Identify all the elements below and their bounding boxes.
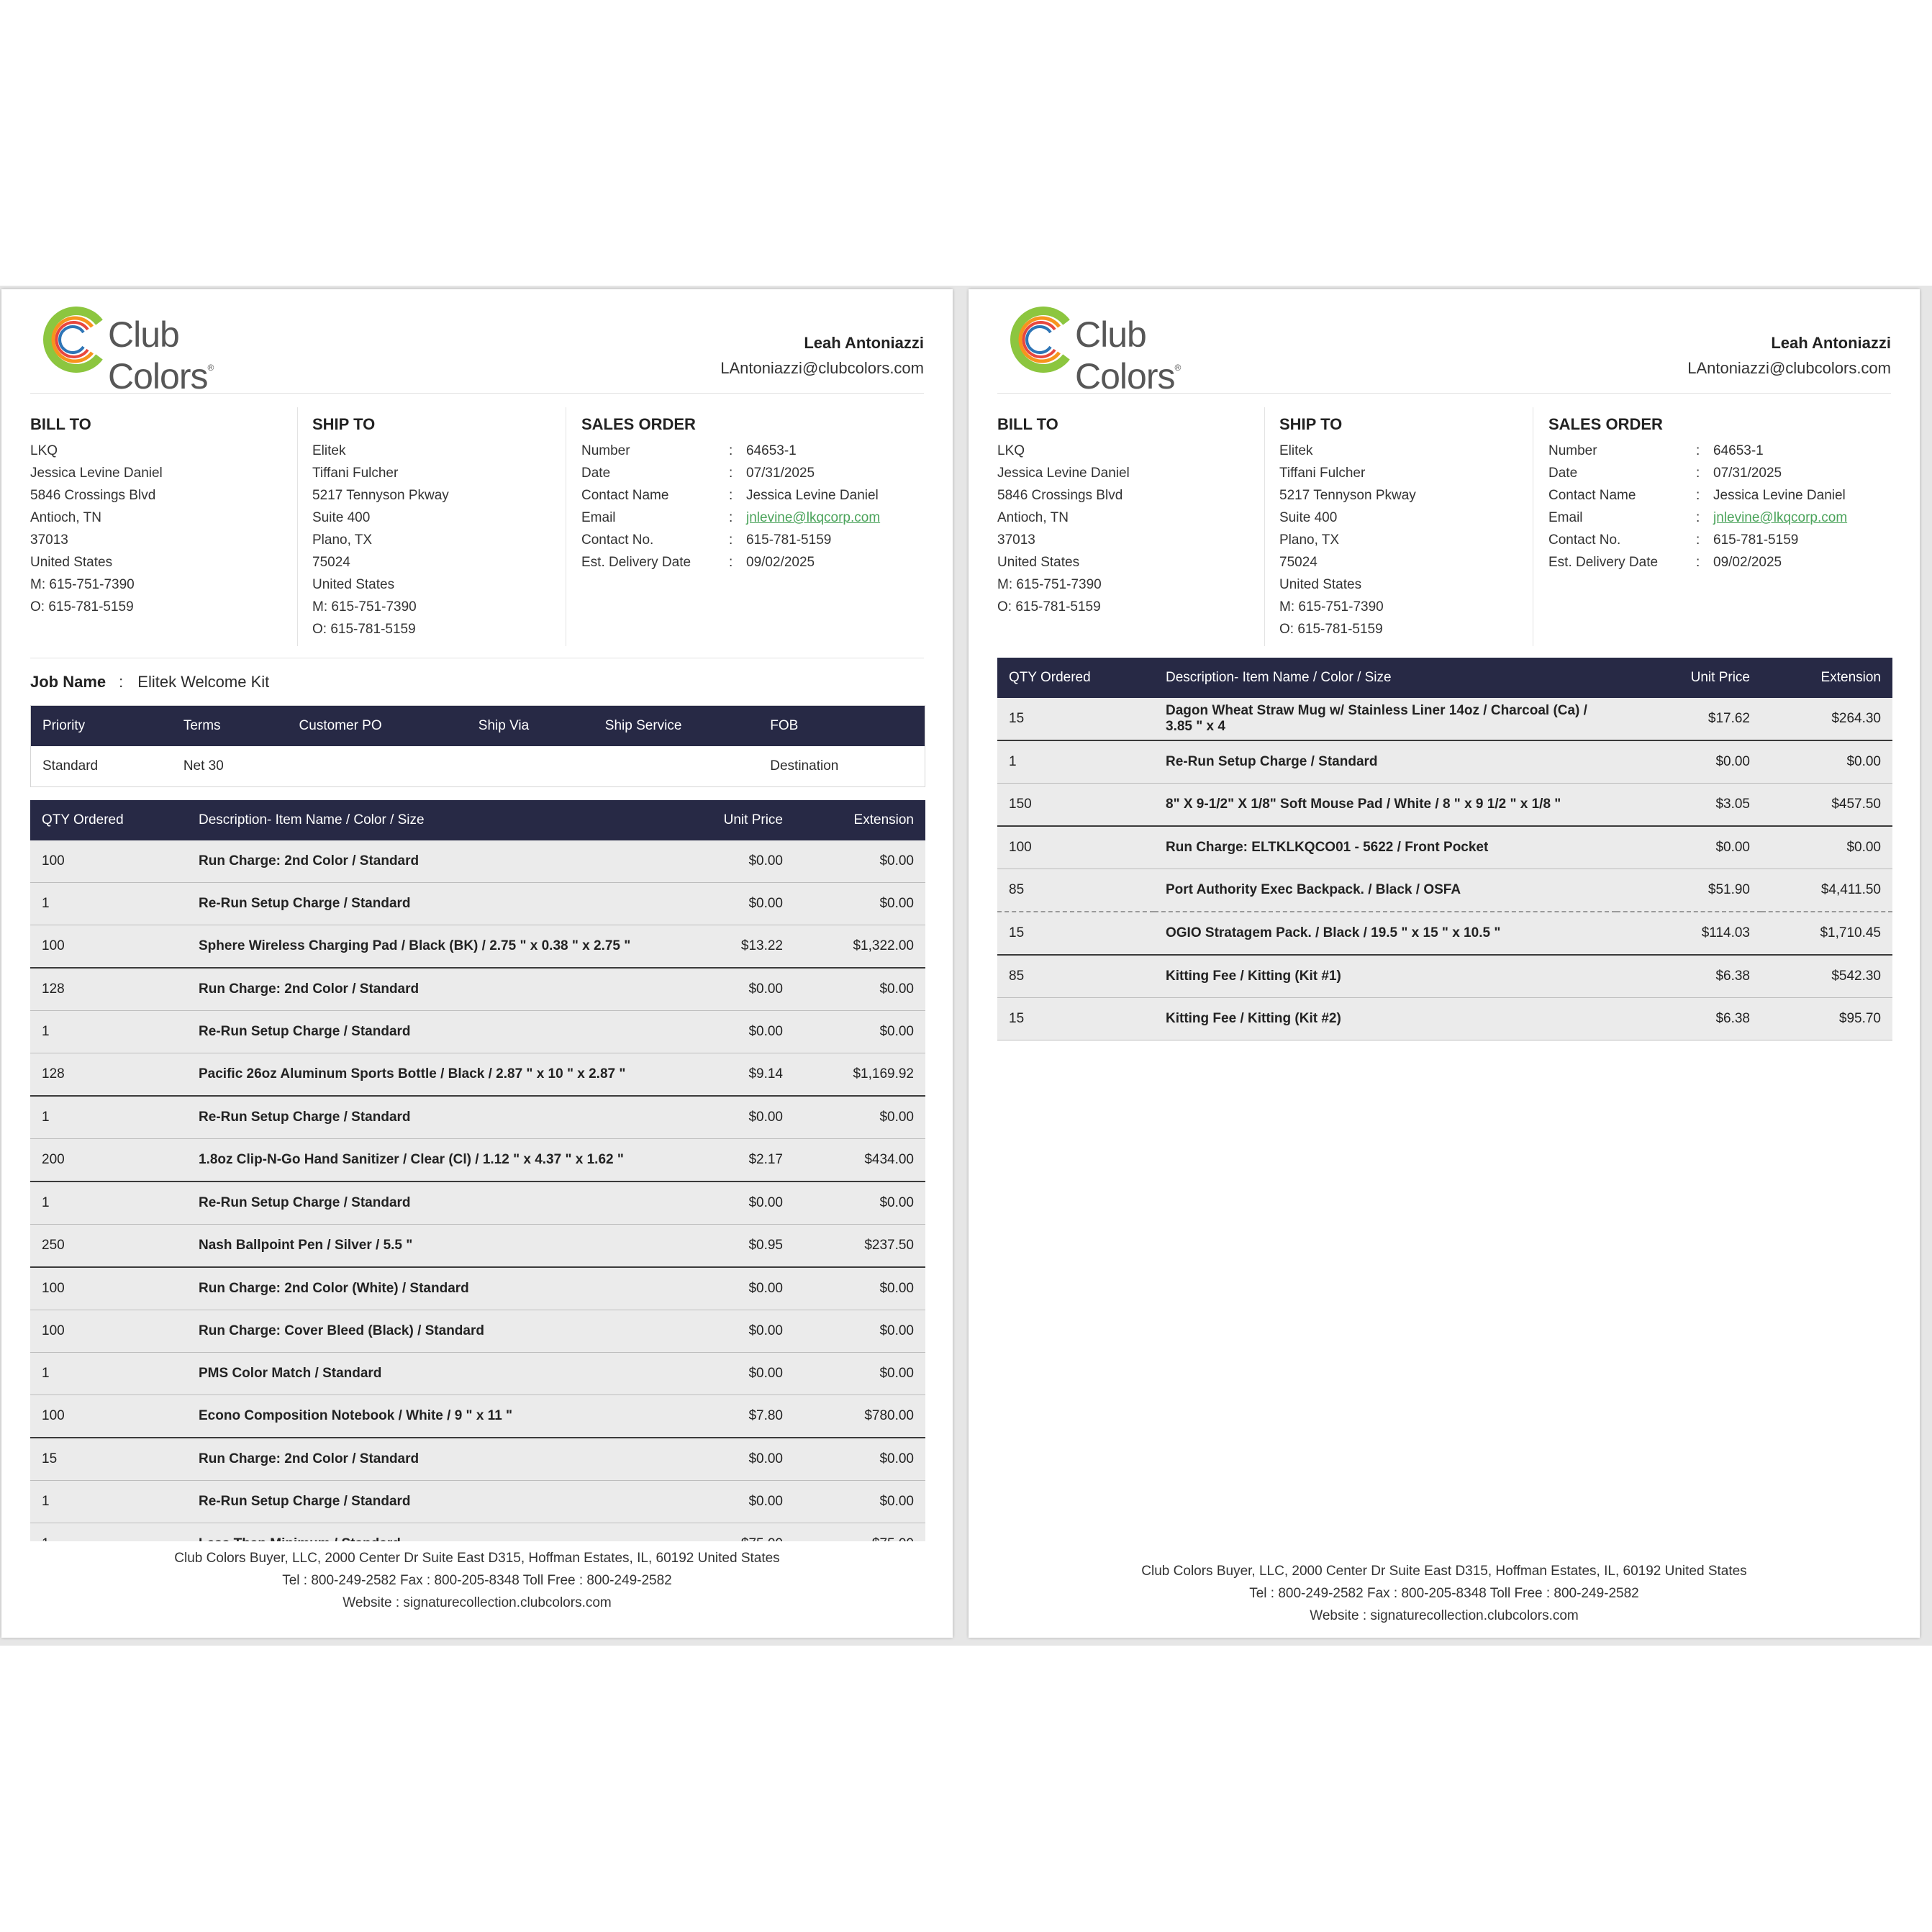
item-qty: 1 [30,1182,187,1225]
item-extension: $0.00 [794,968,925,1011]
item-unit-price: $3.05 [1616,784,1761,827]
item-unit-price: $9.14 [649,1053,794,1097]
sales-order-key: Number [581,443,630,458]
contact-email-link[interactable]: jnlevine@lkqcorp.com [1713,510,1848,525]
sales-order-colon: : [729,510,733,525]
address-line: 75024 [312,555,350,570]
item-unit-price: $0.00 [649,1096,794,1139]
item-extension: $0.00 [794,840,925,883]
address-line: LKQ [30,443,58,458]
sales-order-key: Est. Delivery Date [581,555,691,570]
address-line: Elitek [1279,443,1313,458]
info-cell [594,746,758,787]
address-line: United States [30,555,113,570]
item-unit-price: $0.00 [649,968,794,1011]
sales-order-row [581,484,927,507]
item-unit-price: $0.00 [1616,740,1761,784]
table-row [30,1225,925,1268]
table-row [30,1096,925,1139]
address-line: LKQ [997,443,1025,458]
item-unit-price: $0.95 [649,1225,794,1268]
address-line: Plano, TX [1279,532,1340,548]
address-line: Antioch, TN [30,510,101,525]
item-extension: $0.00 [794,1438,925,1481]
item-description: Port Authority Exec Backpack. / Black / OSFA [1154,869,1616,912]
table-row [997,826,1892,869]
item-header: Description- Item Name / Color / Size [1154,658,1616,698]
item-unit-price: $6.38 [1616,955,1761,998]
item-extension: $0.00 [794,1267,925,1310]
sales-order-value: 615-781-5159 [746,532,832,548]
item-description: Re-Run Setup Charge / Standard [187,1182,649,1225]
item-extension: $237.50 [794,1225,925,1268]
address-line: Elitek [312,443,346,458]
item-description: 1.8oz Clip-N-Go Hand Sanitizer / Clear (Cl) / 1.12 " x 4.37 " x 1.62 " [187,1139,649,1182]
divider [1264,407,1265,646]
address-line: 37013 [997,532,1035,548]
item-qty: 250 [30,1225,187,1268]
item-qty: 85 [997,869,1154,912]
sales-order-colon: : [1696,443,1700,458]
job-name-label: Job Name [30,673,106,691]
address-line: O: 615-781-5159 [1279,622,1383,637]
item-qty: 85 [997,955,1154,998]
item-qty: 100 [997,826,1154,869]
item-qty: 1 [997,740,1154,784]
address-line: 5846 Crossings Blvd [30,488,156,503]
item-description: 8" X 9-1/2" X 1/8" Soft Mouse Pad / White / 8 " x 9 1/2 " x 1/8 " [1154,784,1616,827]
job-name: Job Name : Elitek Welcome Kit [30,673,270,691]
item-header: Extension [1761,658,1892,698]
address-line: Tiffani Fulcher [1279,466,1366,481]
item-qty: 15 [997,698,1154,740]
item-header: QTY Ordered [30,800,187,840]
table-row [997,912,1892,955]
address-line: O: 615-781-5159 [30,599,134,614]
item-header: Extension [794,800,925,840]
divider [297,407,298,646]
table-row [997,869,1892,912]
ship-to-block [1279,412,1416,640]
table-row [997,784,1892,827]
sales-order-row [1548,529,1894,551]
item-unit-price: $0.00 [649,1267,794,1310]
rep-email: LAntoniazzi@clubcolors.com [1687,359,1891,377]
sales-order-block [581,412,927,573]
sales-order-key: Date [1548,466,1578,481]
table-row [997,955,1892,998]
item-extension: $0.00 [794,1096,925,1139]
address-line: Antioch, TN [997,510,1069,525]
sales-order-title: SALES ORDER [1548,415,1663,433]
sales-order-title: SALES ORDER [581,415,696,433]
item-header: Description- Item Name / Color / Size [187,800,649,840]
item-unit-price: $2.17 [649,1139,794,1182]
brand-name: Club Colors® [1075,314,1181,396]
sales-order-row [581,462,927,484]
item-unit-price: $0.00 [649,1182,794,1225]
item-qty: 1 [30,1096,187,1139]
table-row [997,740,1892,784]
item-qty: 1 [30,1481,187,1523]
sales-order-key: Contact Name [581,488,669,503]
sales-order-key: Number [1548,443,1597,458]
item-header: QTY Ordered [997,658,1154,698]
item-description: Run Charge: Cover Bleed (Black) / Standard [187,1310,649,1353]
item-description: Run Charge: 2nd Color (White) / Standard [187,1267,649,1310]
table-row [997,698,1892,740]
info-header: Terms [172,706,288,747]
info-header: Customer PO [288,706,467,747]
item-description: Kitting Fee / Kitting (Kit #1) [1154,955,1616,998]
info-cell: Destination [758,746,925,787]
item-description: Run Charge: 2nd Color / Standard [187,1438,649,1481]
sales-order-row [581,529,927,551]
footer-website: Website : signaturecollection.clubcolors.com [1310,1608,1579,1623]
item-unit-price: $0.00 [1616,826,1761,869]
info-header: Ship Via [467,706,594,747]
address-line: Tiffani Fulcher [312,466,399,481]
item-extension: $0.00 [794,883,925,925]
item-description: Pacific 26oz Aluminum Sports Bottle / Black / 2.87 " x 10 " x 2.87 " [187,1053,649,1097]
sales-order-block [1548,412,1894,573]
item-qty: 100 [30,925,187,969]
sales-order-key: Date [581,466,611,481]
address-line: United States [1279,577,1362,592]
sales-rep [720,331,924,381]
item-extension: $542.30 [1761,955,1892,998]
table-row [30,840,925,883]
item-extension: $0.00 [794,1310,925,1353]
item-qty: 128 [30,968,187,1011]
item-qty: 100 [30,1267,187,1310]
item-description: Run Charge: 2nd Color / Standard [187,840,649,883]
info-cell: Net 30 [172,746,288,787]
item-header: Unit Price [1616,658,1761,698]
sales-order-key: Contact Name [1548,488,1636,503]
document-page-1 [1,289,953,1638]
sales-order-value [1713,507,1847,529]
item-qty: 128 [30,1053,187,1097]
item-extension: $0.00 [794,1481,925,1523]
sales-order-row [581,507,927,529]
item-extension: $780.00 [794,1395,925,1438]
sales-order-key: Contact No. [581,532,654,548]
table-row [30,1353,925,1395]
address-line: Jessica Levine Daniel [30,466,163,481]
info-header: FOB [758,706,925,747]
table-row [30,925,925,969]
sales-order-value: 07/31/2025 [746,466,815,481]
sales-order-colon: : [729,466,733,481]
item-qty: 15 [997,912,1154,955]
registered-mark: ® [207,363,214,373]
address-line: O: 615-781-5159 [997,599,1101,614]
address-line: Suite 400 [312,510,371,525]
job-name-value: Elitek Welcome Kit [137,673,270,691]
item-description: Nash Ballpoint Pen / Silver / 5.5 " [187,1225,649,1268]
club-colors-logo [42,304,279,396]
address-line: 5217 Tennyson Pkway [312,488,449,503]
table-row [30,1182,925,1225]
item-unit-price: $0.00 [649,883,794,925]
sales-order-row [581,440,927,462]
table-row [30,1053,925,1097]
item-extension: $457.50 [1761,784,1892,827]
item-description: Re-Run Setup Charge / Standard [187,1096,649,1139]
item-description: Re-Run Setup Charge / Standard [187,1481,649,1523]
sales-order-value [746,507,880,529]
address-line: M: 615-751-7390 [1279,599,1384,614]
sales-order-colon: : [1696,532,1700,548]
address-line: M: 615-751-7390 [997,577,1102,592]
sales-order-colon: : [729,532,733,548]
item-unit-price: $6.38 [1616,998,1761,1040]
table-row [30,883,925,925]
sales-order-key: Est. Delivery Date [1548,555,1659,570]
page-footer [969,1541,1920,1627]
address-line: 5846 Crossings Blvd [997,488,1123,503]
contact-email-link[interactable]: jnlevine@lkqcorp.com [746,510,881,525]
order-info-table [30,705,925,787]
sales-order-colon: : [1696,555,1700,570]
address-line: Plano, TX [312,532,373,548]
sales-rep [1687,331,1891,381]
footer-website: Website : signaturecollection.clubcolors.com [343,1595,612,1610]
item-unit-price: $0.00 [649,1353,794,1395]
footer-address: Club Colors Buyer, LLC, 2000 Center Dr Suite East D315, Hoffman Estates, IL, 60192 United States [174,1551,780,1566]
sales-order-key: Contact No. [1548,532,1621,548]
page-footer [1,1541,953,1614]
divider [30,393,924,394]
item-extension: $1,169.92 [794,1053,925,1097]
info-cell [288,746,467,787]
sales-order-value: Jessica Levine Daniel [746,488,879,503]
table-row [997,998,1892,1040]
sales-order-row [1548,507,1894,529]
item-description: Run Charge: 2nd Color / Standard [187,968,649,1011]
footer-phones: Tel : 800-249-2582 Fax : 800-205-8348 Toll Free : 800-249-2582 [282,1573,672,1588]
item-qty: 100 [30,1395,187,1438]
sales-order-value: 09/02/2025 [1713,555,1782,570]
item-extension: $1,322.00 [794,925,925,969]
divider [997,393,1891,394]
sales-order-value: 64653-1 [1713,443,1764,458]
item-unit-price: $114.03 [1616,912,1761,955]
sales-order-row [581,551,927,573]
sales-order-colon: : [1696,466,1700,481]
rep-name: Leah Antoniazzi [804,334,924,352]
address-line: Jessica Levine Daniel [997,466,1130,481]
item-unit-price: $51.90 [1616,869,1761,912]
item-qty: 150 [997,784,1154,827]
sales-order-colon: : [729,488,733,503]
address-line: 75024 [1279,555,1318,570]
table-row [30,1267,925,1310]
footer-phones: Tel : 800-249-2582 Fax : 800-205-8348 Toll Free : 800-249-2582 [1249,1586,1639,1601]
table-row [30,1481,925,1523]
item-extension: $0.00 [1761,826,1892,869]
ship-to-title: SHIP TO [1279,415,1343,433]
bill-to-block [30,412,163,618]
item-qty: 1 [30,1011,187,1053]
sales-order-value: 64653-1 [746,443,797,458]
bill-to-block [997,412,1130,618]
registered-mark: ® [1174,363,1181,373]
item-qty: 15 [997,998,1154,1040]
sales-order-key: Email [1548,510,1583,525]
item-description: Re-Run Setup Charge / Standard [187,883,649,925]
sales-order-value: Jessica Levine Daniel [1713,488,1846,503]
table-row [30,1438,925,1481]
sales-order-key: Email [581,510,616,525]
item-qty: 1 [30,883,187,925]
sales-order-value: 615-781-5159 [1713,532,1799,548]
info-cell: Standard [31,746,172,787]
sales-order-row [1548,462,1894,484]
item-unit-price: $7.80 [649,1395,794,1438]
item-unit-price: $0.00 [649,1310,794,1353]
table-row [30,968,925,1011]
item-unit-price: $0.00 [649,1481,794,1523]
address-line: 37013 [30,532,68,548]
item-description: OGIO Stratagem Pack. / Black / 19.5 " x 15 " x 10.5 " [1154,912,1616,955]
item-description: Run Charge: ELTKLKQCO01 - 5622 / Front Pocket [1154,826,1616,869]
item-qty: 1 [30,1353,187,1395]
item-extension: $0.00 [794,1182,925,1225]
item-description: Dagon Wheat Straw Mug w/ Stainless Liner 14oz / Charcoal (Ca) / 3.85 " x 4 [1154,698,1616,740]
address-line: O: 615-781-5159 [312,622,416,637]
line-items-table [30,800,925,1566]
document-page-2 [969,289,1920,1638]
table-row [30,1395,925,1438]
bill-to-title: BILL TO [30,415,91,433]
item-extension: $264.30 [1761,698,1892,740]
sales-order-row [1548,440,1894,462]
sales-order-colon: : [1696,488,1700,503]
club-colors-logo [1009,304,1246,396]
item-extension: $434.00 [794,1139,925,1182]
ship-to-title: SHIP TO [312,415,376,433]
item-extension: $0.00 [794,1011,925,1053]
item-extension: $95.70 [1761,998,1892,1040]
item-unit-price: $0.00 [649,1438,794,1481]
address-line: United States [312,577,395,592]
item-extension: $0.00 [1761,740,1892,784]
ship-to-block [312,412,449,640]
info-header: Priority [31,706,172,747]
item-qty: 100 [30,840,187,883]
sales-order-row [1548,484,1894,507]
line-items-table [997,658,1892,1040]
rep-name: Leah Antoniazzi [1771,334,1891,352]
item-description: Sphere Wireless Charging Pad / Black (BK) / 2.75 " x 0.38 " x 2.75 " [187,925,649,969]
item-description: Re-Run Setup Charge / Standard [187,1011,649,1053]
item-unit-price: $17.62 [1616,698,1761,740]
item-extension: $4,411.50 [1761,869,1892,912]
address-line: M: 615-751-7390 [30,577,135,592]
item-header: Unit Price [649,800,794,840]
sales-order-colon: : [1696,510,1700,525]
item-description: Kitting Fee / Kitting (Kit #2) [1154,998,1616,1040]
item-extension: $0.00 [794,1353,925,1395]
address-line: United States [997,555,1080,570]
footer-address: Club Colors Buyer, LLC, 2000 Center Dr Suite East D315, Hoffman Estates, IL, 60192 United States [1141,1564,1747,1579]
item-qty: 100 [30,1310,187,1353]
sales-order-colon: : [729,555,733,570]
item-description: PMS Color Match / Standard [187,1353,649,1395]
item-unit-price: $13.22 [649,925,794,969]
address-line: M: 615-751-7390 [312,599,417,614]
sales-order-value: 07/31/2025 [1713,466,1782,481]
sales-order-colon: : [729,443,733,458]
item-description: Re-Run Setup Charge / Standard [1154,740,1616,784]
rep-email: LAntoniazzi@clubcolors.com [720,359,924,377]
item-qty: 15 [30,1438,187,1481]
item-unit-price: $0.00 [649,1011,794,1053]
sales-order-row [1548,551,1894,573]
item-qty: 200 [30,1139,187,1182]
info-cell [467,746,594,787]
info-header: Ship Service [594,706,758,747]
item-description: Econo Composition Notebook / White / 9 " x 11 " [187,1395,649,1438]
table-row [30,1011,925,1053]
address-line: Suite 400 [1279,510,1338,525]
item-extension: $1,710.45 [1761,912,1892,955]
sales-order-value: 09/02/2025 [746,555,815,570]
brand-name: Club Colors® [108,314,214,396]
bill-to-title: BILL TO [997,415,1058,433]
table-row [30,1139,925,1182]
item-unit-price: $0.00 [649,840,794,883]
table-row [30,1310,925,1353]
address-line: 5217 Tennyson Pkway [1279,488,1416,503]
